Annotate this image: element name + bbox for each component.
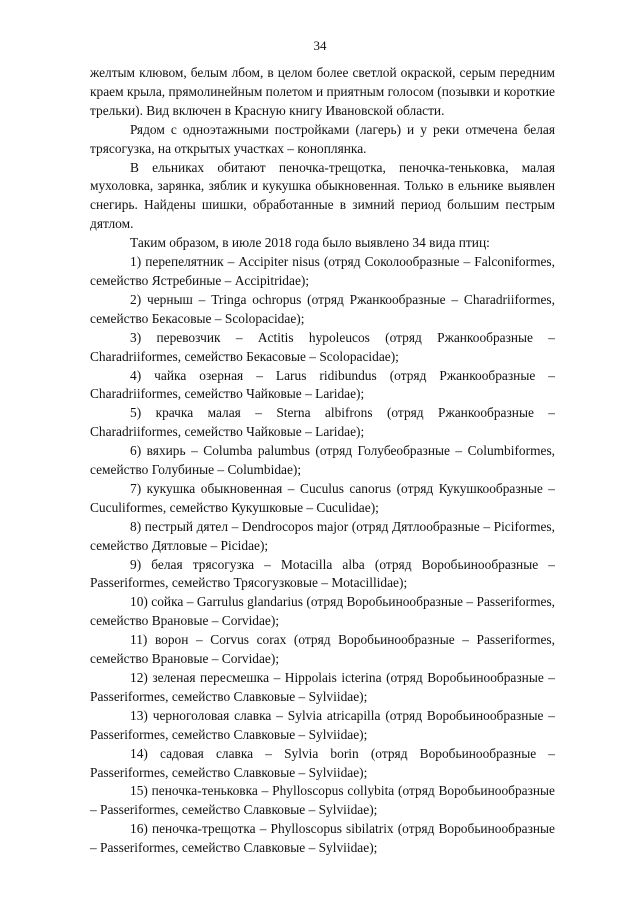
page-number: 34 bbox=[313, 38, 327, 53]
species-item: 8) пестрый дятел – Dendrocopos major (отряд Дятлообразные – Piciformes, семейство Дятловые – Picidae); bbox=[90, 518, 555, 553]
species-item: 6) вяхирь – Columba palumbus (отряд Голубеобразные – Columbiformes, семейство Голубиные – Columbidae); bbox=[90, 443, 555, 478]
paragraph-continuation: желтым клювом, белым лбом, в целом более светлой окраской, серым передним краем крыла, прямолинейным полетом и приятным голосом (позывки и короткие трельки). Вид включен в Красную книгу Ивановской области. bbox=[90, 65, 555, 118]
species-list bbox=[90, 253, 555, 858]
paragraph-summary: Таким образом, в июле 2018 года было выявлено 34 вида птиц: bbox=[130, 235, 490, 251]
species-item: 3) перевозчик – Actitis hypoleucos (отряд Ржанкообразные – Charadriiformes, семейство Бекасовые – Scolopacidae); bbox=[90, 329, 555, 364]
species-item: 12) зеленая пересмешка – Hippolais icterina (отряд Воробьинообразные – Passeriformes, семейство Славковые – Sylviidae); bbox=[90, 670, 555, 704]
species-item: 10) сойка – Garrulus glandarius (отряд Воробьинообразные – Passeriformes, семейство Врановые – Corvidae); bbox=[90, 594, 555, 629]
species-item: 5) крачка малая – Sterna albifrons (отряд Ржанкообразные – Charadriiformes, семейство Чайковые – Laridae); bbox=[90, 405, 556, 440]
species-item: 14) садовая славка – Sylvia borin (отряд Воробьинообразные – Passeriformes, семейство Славковые – Sylviidae); bbox=[90, 745, 555, 780]
paragraph-spruce-forest: В ельниках обитают пеночка-трещотка, пеночка-теньковка, малая мухоловка, зарянка, зяблик и кукушка обыкновенная. Только в ельнике выявлен снегирь. Найдены шишки, обработанные в зимний период большим пестрым дятлом. bbox=[90, 159, 555, 232]
species-item: 7) кукушка обыкновенная – Cuculus canorus (отряд Кукушкообразные – Cuculiformes, семейство Кукушковые – Cuculidae); bbox=[90, 480, 555, 515]
species-item: 2) черныш – Tringa ochropus (отряд Ржанкообразные – Charadriiformes, семейство Бекасовые – Scolopacidae); bbox=[90, 291, 555, 326]
page-body bbox=[90, 64, 555, 858]
species-item: 11) ворон – Corvus corax (отряд Воробьинообразные – Passeriformes, семейство Врановые – Corvidae); bbox=[90, 632, 555, 667]
paragraph-wagtail: Рядом с одноэтажными постройками (лагерь) и у реки отмечена белая трясогузка, на открытых участках – коноплянка. bbox=[90, 121, 555, 156]
species-item: 4) чайка озерная – Larus ridibundus (отряд Ржанкообразные – Charadriiformes, семейство Чайковые – Laridae); bbox=[90, 367, 555, 402]
species-item: 16) пеночка-трещотка – Phylloscopus sibilatrix (отряд Воробьинообразные – Passeriformes, семейство Славковые – Sylviidae); bbox=[90, 821, 555, 856]
species-item: 13) черноголовая славка – Sylvia atricapilla (отряд Воробьинообразные – Passeriformes, семейство Славковые – Sylviidae); bbox=[90, 707, 555, 742]
species-item: 9) белая трясогузка – Motacilla alba (отряд Воробьинообразные – Passeriformes, семейство Трясогузковые – Motacillidae); bbox=[90, 556, 555, 591]
species-item: 15) пеночка-теньковка – Phylloscopus collybita (отряд Воробьинообразные – Passeriformes, семейство Славковые – Sylviidae); bbox=[90, 783, 555, 818]
species-item: 1) перепелятник – Accipiter nisus (отряд Соколообразные – Falconiformes, семейство Ястребиные – Accipitridae); bbox=[90, 254, 555, 288]
